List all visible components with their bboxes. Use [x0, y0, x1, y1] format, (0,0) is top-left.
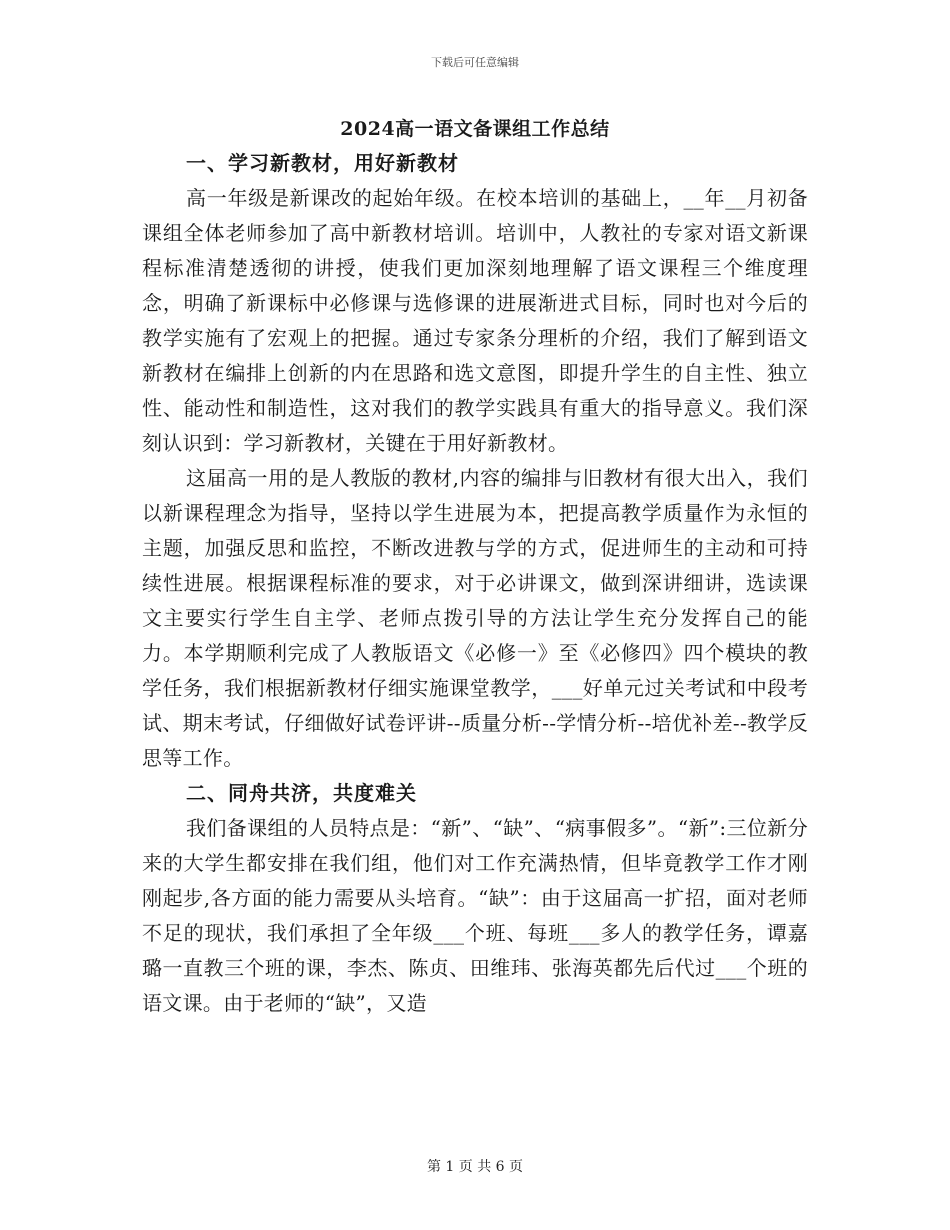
document-title: 2024高一语文备课组工作总结	[340, 118, 610, 140]
section-1-paragraph-2: 这届高一用的是人教版的教材,内容的编排与旧教材有很大出入，我们以新课程理念为指导，坚持以学生进展为本，把提高教学质量作为永恒的主题，加强反思和监控，不断改进教与学的方式，促进师生的主动和可持续性进展。根据课程标准的要求，对于必讲课文，做到深讲细讲，选读课文主要实行学生自主学、老师点拨引导的方法让学生充分发挥自己的能力。本学期顺利完成了人教版语文《必修一》至《必修四》四个模块的教学任务，我们根据新教材仔细实施课堂教学，___好单元过关考试和中段考试、期末考试，仔细做好试卷评讲--质量分析--学情分析--培优补差--教学反思等工作。	[142, 466, 808, 770]
section-heading-1: 一、学习新教材，用好新教材	[186, 151, 459, 175]
section-heading-2: 二、同舟共济，共度难关	[186, 781, 417, 805]
page-number: 第 1 页 共 6 页	[426, 1159, 524, 1175]
section-1-paragraph-1: 高一年级是新课改的起始年级。在校本培训的基础上，__年__月初备课组全体老师参加了高中新教材培训。培训中，人教社的专家对语文新课程标准清楚透彻的讲授，使我们更加深刻地理解了语文课程三个维度理念，明确了新课标中必修课与选修课的进展渐进式目标，同时也对今后的教学实施有了宏观上的把握。通过专家条分理析的介绍，我们了解到语文新教材在编排上创新的内在思路和选文意图，即提升学生的自主性、独立性、能动性和制造性，这对我们的教学实践具有重大的指导意义。我们深刻认识到：学习新教材，关键在于用好新教材。	[142, 186, 808, 455]
document-body	[142, 146, 808, 1021]
page-header: 下载后可任意编辑	[431, 56, 519, 69]
section-2-paragraph-1: 我们备课组的人员特点是：“新”、“缺”、“病事假多”。“新”:三位新分来的大学生都安排在我们组，他们对工作充满热情，但毕竟教学工作才刚刚起步,各方面的能力需要从头培育。“缺”：由于这届高一扩招，面对老师不足的现状，我们承担了全年级___个班、每班___多人的教学任务，谭嘉璐一直教三个班的课，李杰、陈贞、田维玮、张海英都先后代过___个班的语文课。由于老师的“缺”，又造	[142, 816, 808, 1015]
